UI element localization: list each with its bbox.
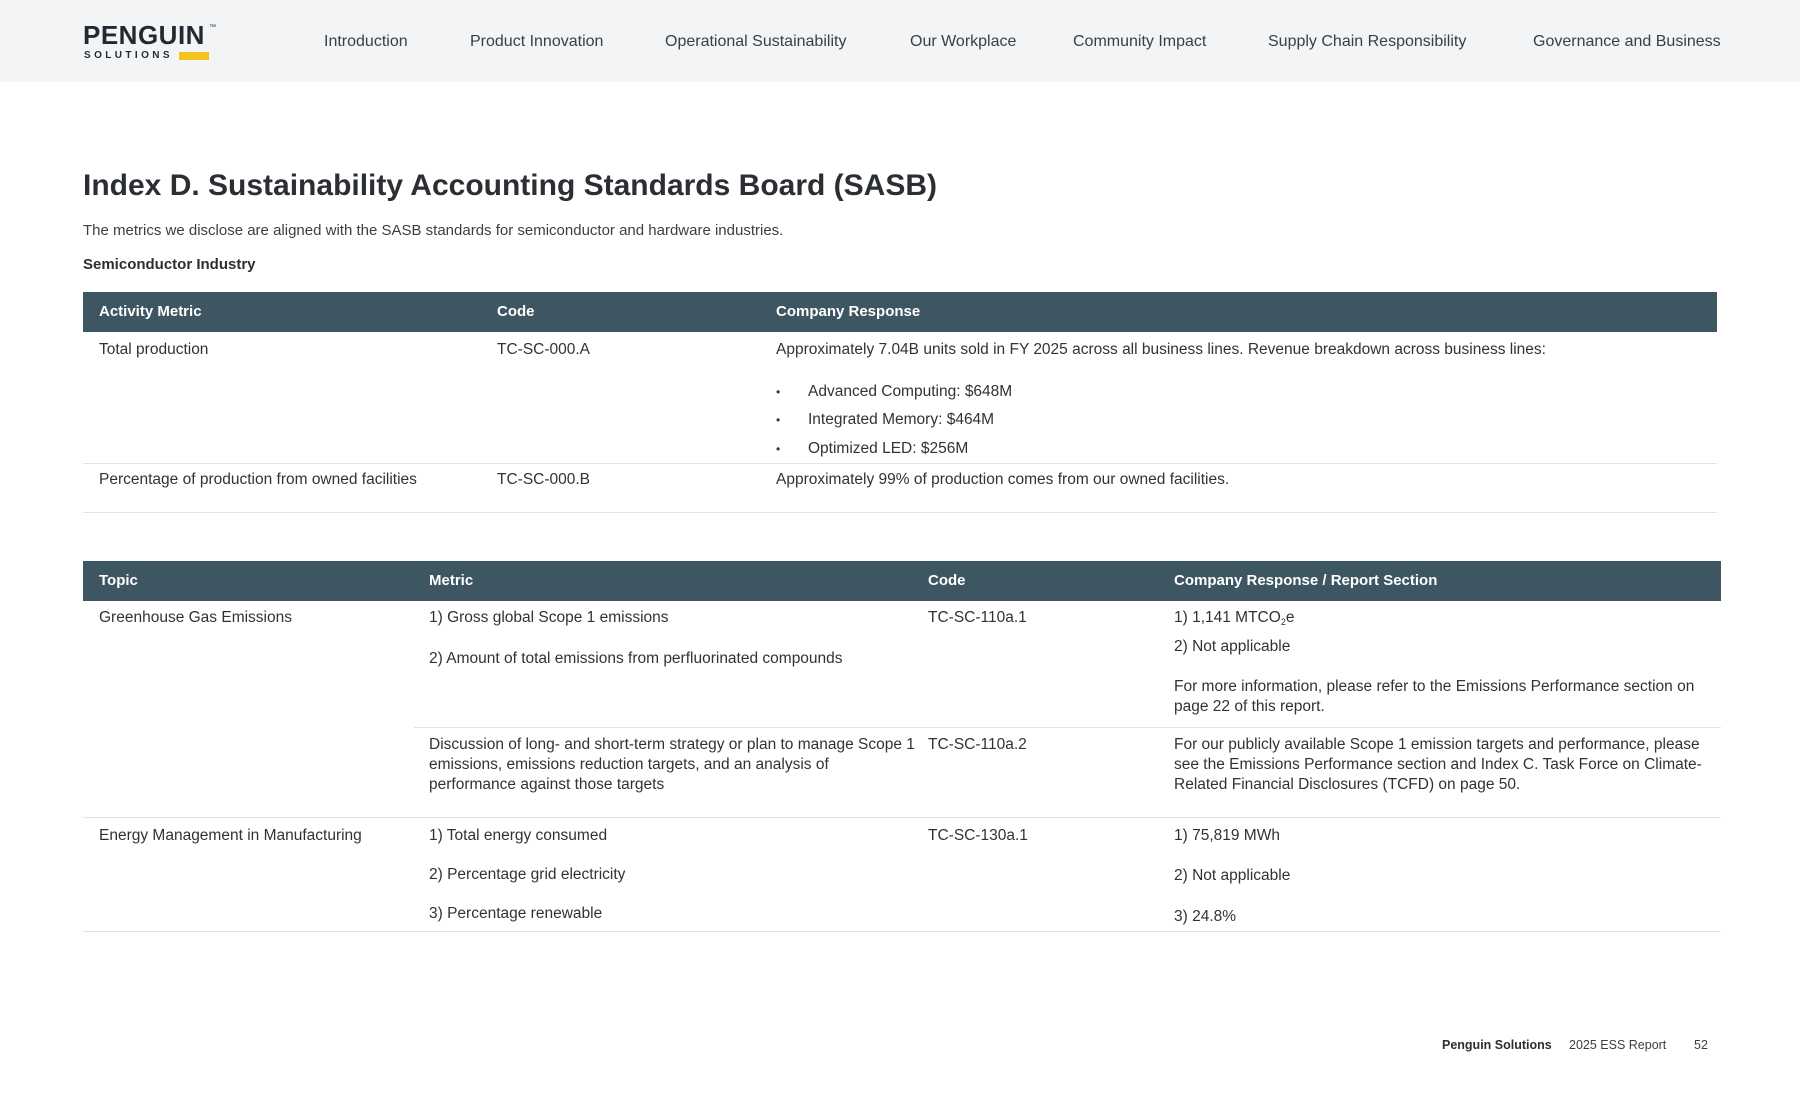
- logo-subtext: SOLUTIONS: [84, 50, 173, 61]
- column-header-activity-metric: Activity Metric: [99, 303, 202, 320]
- column-header-company-response: Company Response: [776, 303, 921, 320]
- row-response: Approximately 99% of production comes from our owned facilities.: [776, 471, 1230, 488]
- footer-brand: Penguin Solutions: [1442, 1038, 1552, 1052]
- footer-report-name: 2025 ESS Report: [1569, 1038, 1667, 1052]
- row-metric: 1) Total energy consumed: [429, 827, 608, 844]
- row-response-emissions-value: 1) 1,141 $MTCO_2e$: [1174, 609, 1295, 627]
- section-label: Semiconductor Industry: [83, 256, 256, 273]
- table-header: [83, 292, 1717, 332]
- nav-our-workplace[interactable]: Our Workplace: [910, 33, 1017, 50]
- row-response: 1) 75,819 MWh: [1174, 827, 1280, 844]
- row-divider: [83, 463, 1717, 464]
- row-metric: 1) Gross global Scope 1 emissions: [429, 609, 669, 626]
- bullet-icon: •: [776, 413, 781, 427]
- bullet-item: Optimized LED: $256M: [808, 440, 969, 457]
- top-navigation-bar: [0, 0, 1800, 82]
- row-divider: [83, 512, 1717, 513]
- column-header-code: Code: [928, 572, 966, 589]
- nav-supply-chain-responsibility[interactable]: Supply Chain Responsibility: [1268, 33, 1467, 50]
- page-number: 52: [1694, 1038, 1708, 1052]
- row-code: TC-SC-000.B: [497, 471, 591, 488]
- bullet-icon: •: [776, 442, 781, 456]
- row-divider: [83, 931, 1721, 932]
- row-code: TC-SC-110a.2: [928, 736, 1027, 753]
- logo-trademark: ™: [209, 24, 216, 31]
- row-response: 2) Not applicable: [1174, 638, 1291, 655]
- column-header-metric: Metric: [429, 572, 474, 589]
- row-response: Approximately 7.04B units sold in FY 2025 across all business lines. Revenue breakdown across business lines:: [776, 341, 1546, 358]
- bullet-item: Advanced Computing: $648M: [808, 383, 1013, 400]
- nav-community-impact[interactable]: Community Impact: [1073, 33, 1207, 50]
- row-divider: [83, 817, 1721, 818]
- row-response-note: For more information, please refer to the Emissions Performance section on page 22 of this report.: [1174, 678, 1695, 715]
- row-metric: 2) Amount of total emissions from perfluorinated compounds: [429, 650, 843, 667]
- row-topic: Energy Management in Manufacturing: [99, 827, 362, 844]
- row-topic: Greenhouse Gas Emissions: [99, 609, 292, 626]
- column-header-topic: Topic: [99, 572, 138, 589]
- row-response: For our publicly available Scope 1 emission targets and performance, please see the Emissions Performance section and Index C. Task Force on Climate-Related Financial Disclosures (TCFD) on page 50.: [1174, 736, 1702, 793]
- intro-text: The metrics we disclose are aligned with the SASB standards for semiconductor and hardware industries.: [83, 222, 784, 239]
- row-metric: Discussion of long- and short-term strategy or plan to manage Scope 1 emissions, emissions reduction targets, and an analysis of performance against those targets: [429, 736, 915, 793]
- nav-operational-sustainability[interactable]: Operational Sustainability: [665, 33, 847, 50]
- logo-wordmark: PENGUIN: [83, 20, 205, 50]
- column-header-code: Code: [497, 303, 535, 320]
- bullet-item: Integrated Memory: $464M: [808, 411, 995, 428]
- nav-governance-and-business[interactable]: Governance and Business: [1533, 33, 1721, 50]
- row-code: TC-SC-000.A: [497, 341, 591, 358]
- row-code: TC-SC-110a.1: [928, 609, 1027, 626]
- row-code: TC-SC-130a.1: [928, 827, 1028, 844]
- nav-product-innovation[interactable]: Product Innovation: [470, 33, 604, 50]
- column-header-company-response: Company Response / Report Section: [1174, 572, 1438, 589]
- row-metric: 3) Percentage renewable: [429, 905, 603, 922]
- row-metric: 2) Percentage grid electricity: [429, 866, 626, 883]
- penguin-solutions-logo[interactable]: [83, 20, 216, 62]
- bullet-icon: •: [776, 385, 781, 399]
- row-response: 3) 24.8%: [1174, 908, 1237, 925]
- table-header: [83, 561, 1721, 601]
- row-response: 2) Not applicable: [1174, 867, 1291, 884]
- row-metric: Total production: [99, 341, 209, 358]
- row-divider: [414, 727, 1721, 728]
- page-title: Index D. Sustainability Accounting Standards Board (SASB): [83, 169, 937, 202]
- row-metric: Percentage of production from owned facilities: [99, 471, 417, 488]
- logo-accent-bar: [179, 52, 209, 60]
- nav-introduction[interactable]: Introduction: [324, 33, 408, 50]
